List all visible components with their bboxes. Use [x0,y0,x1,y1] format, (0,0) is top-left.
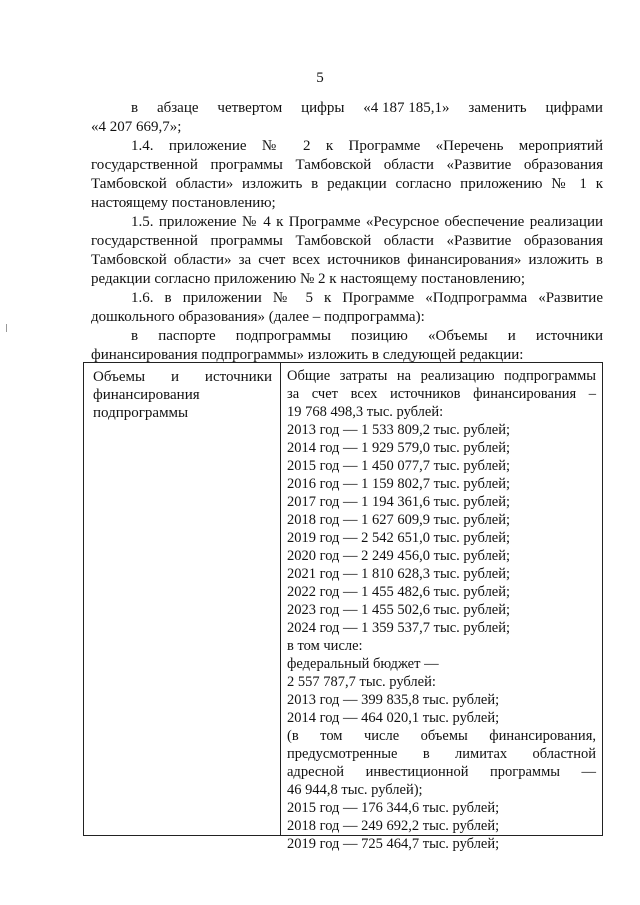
left-word: Объемы [93,369,146,385]
right-line: 2022 год — 1 455 482,6 тыс. рублей; [287,584,511,600]
p1-word: «4 187 185,1» [363,100,450,116]
left-word: и [170,369,180,385]
right-line: федеральный бюджет — [287,656,439,672]
right-line: (в том числе объемы финансирования, [287,728,596,744]
right-line: 2023 год — 1 455 502,6 тыс. рублей; [287,602,511,618]
right-line: 46 944,8 тыс. рублей); [287,782,423,798]
right-line: Общие затраты на реализацию подпрограммы [287,368,596,384]
right-line: 2018 год — 1 627 609,9 тыс. рублей; [287,512,511,528]
paragraph-1-5: 1.5. приложение № 4 к Программе «Ресурсное обеспечение реализации государственной программы Тамбовской области «Развитие образования Тамбовской области» за счет всех источников финансирования» изложить в редакции согласно приложению № 2 к настоящему постановлению; [91,214,603,287]
p1-word: цифрами [545,100,603,116]
right-line: 2013 год — 1 533 809,2 тыс. рублей; [287,422,511,438]
paragraph-1-line-2: «4 207 669,7»; [91,119,182,135]
right-line: 2014 год — 464 020,1 тыс. рублей; [287,710,500,726]
right-line: 2018 год — 249 692,2 тыс. рублей; [287,818,500,834]
paragraph-1-4: 1.4. приложение № 2 к Программе «Перечень мероприятий государственной программы Тамбовской области «Развитие образования Тамбовской области» изложить в редакции согласно приложению № 1 к настоящему постановлению; [91,138,603,211]
right-line: 2020 год — 2 249 456,0 тыс. рублей; [287,548,511,564]
left-line: финансирования [93,387,200,403]
left-line: подпрограммы [93,405,189,421]
p1-word: цифры [301,100,345,116]
left-lines [93,386,272,422]
right-line: предусмотренные в лимитах областной [287,746,596,762]
right-line: 2021 год — 1 810 628,3 тыс. рублей; [287,566,511,582]
right-line: 2014 год — 1 929 579,0 тыс. рублей; [287,440,511,456]
page-number: 5 [316,70,324,86]
paragraph-1-6: 1.6. в приложении № 5 к Программе «Подпрограмма «Развитие дошкольного образования» (далее – подпрограмма): [91,290,603,325]
p1-word: абзаце [156,100,199,116]
passport-right-cell [281,363,602,852]
right-line: 2016 год — 1 159 802,7 тыс. рублей; [287,476,511,492]
right-line: 2019 год — 725 464,7 тыс. рублей; [287,836,500,852]
p1-word: заменить [468,100,527,116]
right-line: 2024 год — 1 359 537,7 тыс. рублей; [287,620,511,636]
right-line: 19 768 498,3 тыс. рублей: [287,404,444,420]
right-line: за счет всех источников финансирования – [287,386,596,402]
right-line: 2 557 787,7 тыс. рублей: [287,674,436,690]
passport-table [83,362,603,852]
document-body [91,99,603,365]
right-line: 2017 год — 1 194 361,6 тыс. рублей; [287,494,511,510]
p1-word: четвертом [217,100,283,116]
right-line: 2019 год — 2 542 651,0 тыс. рублей; [287,530,511,546]
margin-mark [6,324,7,332]
left-header-line [93,368,272,386]
right-line: адресной инвестиционной программы — [287,764,596,780]
p1-word: в [131,100,139,116]
paragraph-passport: в паспорте подпрограммы позицию «Объемы и источники финансирования подпрограммы» изложить в следующей редакции: [91,328,603,363]
right-line: в том числе: [287,638,363,654]
right-line: 2013 год — 399 835,8 тыс. рублей; [287,692,500,708]
paragraph-1-line-1 [91,99,603,118]
left-word: источники [204,369,272,385]
right-line: 2015 год — 176 344,6 тыс. рублей; [287,800,500,816]
right-line: 2015 год — 1 450 077,7 тыс. рублей; [287,458,511,474]
passport-left-cell [84,363,281,835]
